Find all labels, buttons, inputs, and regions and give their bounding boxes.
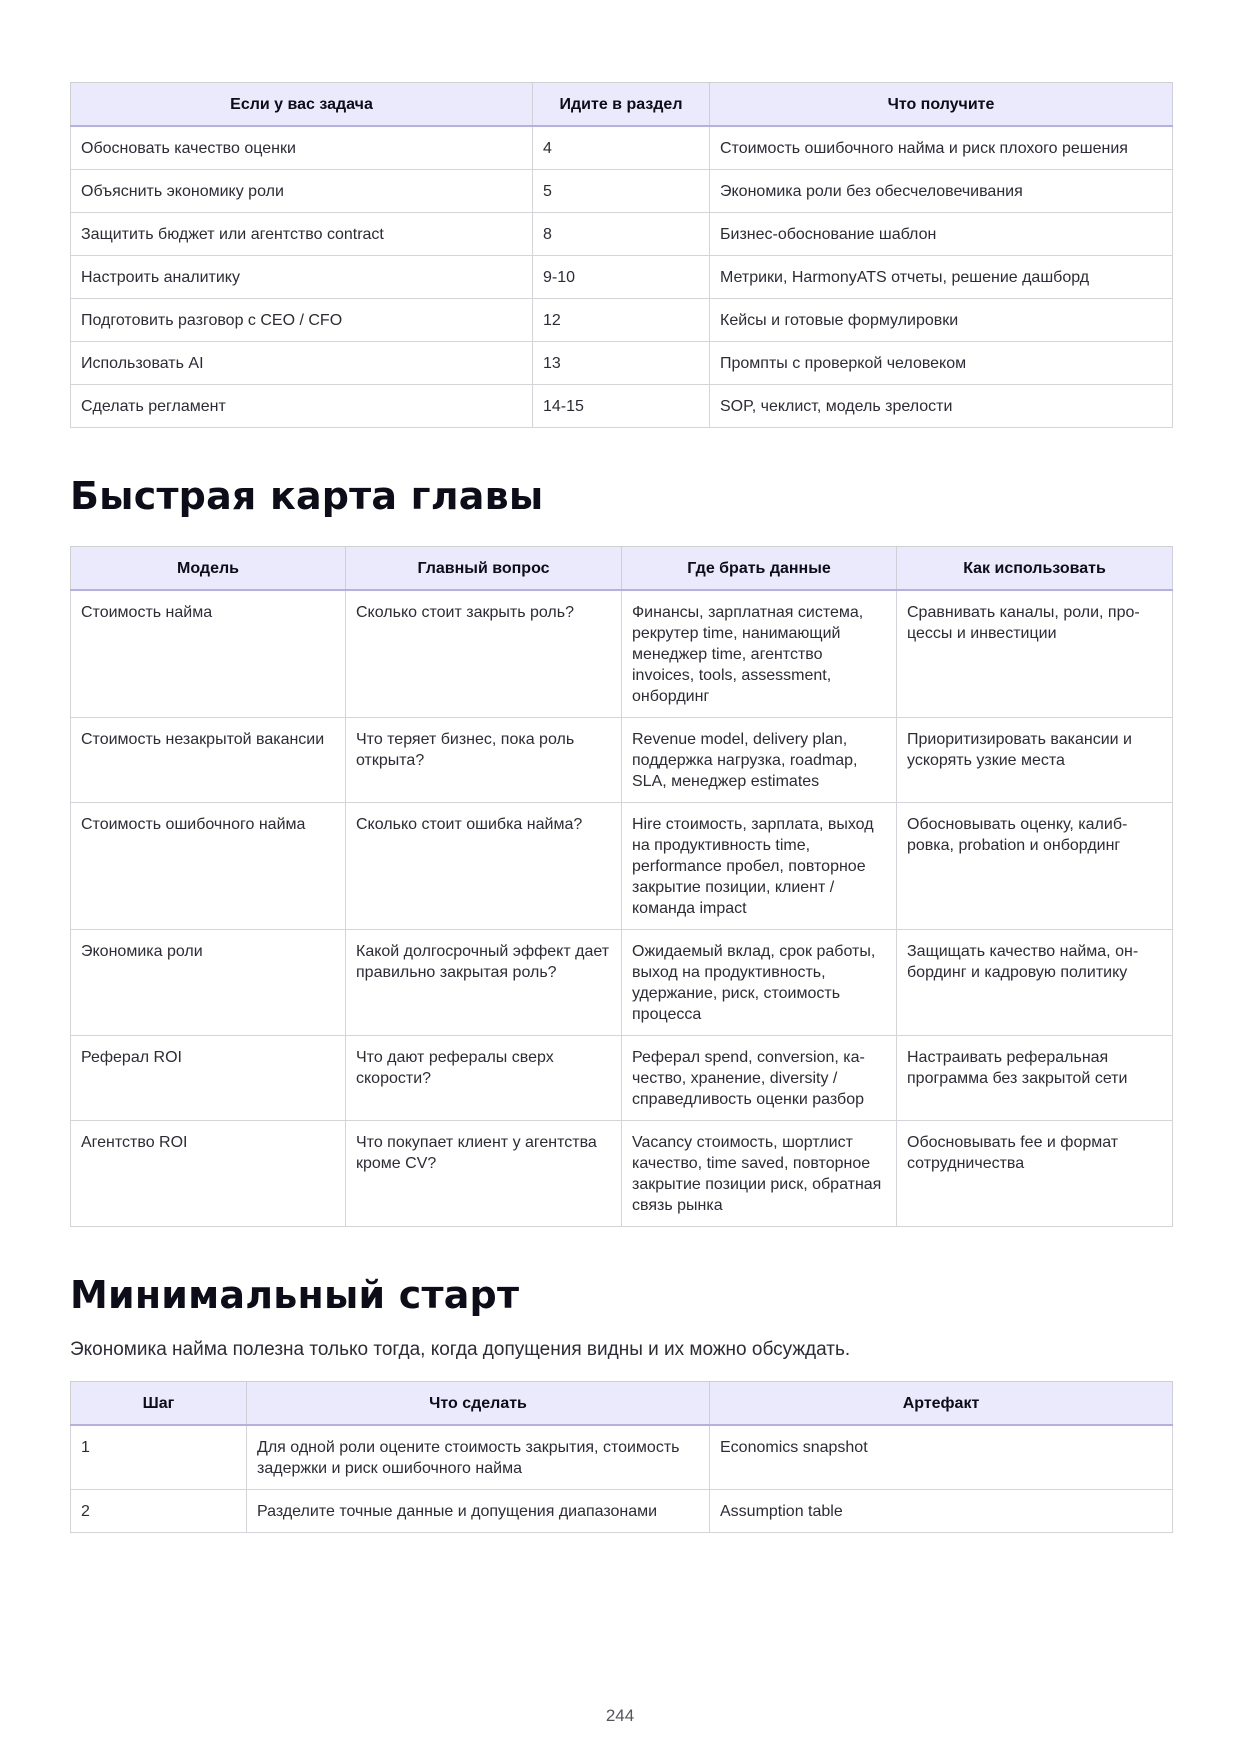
table-cell: Разделите точные данные и допущения диапазонами bbox=[247, 1490, 710, 1533]
table-row bbox=[71, 342, 1173, 385]
column-header: Шаг bbox=[71, 1382, 247, 1426]
table-cell: Кейсы и готовые формулировки bbox=[710, 299, 1173, 342]
table-header-row bbox=[71, 1382, 1173, 1426]
table-row bbox=[71, 385, 1173, 428]
table-row bbox=[71, 126, 1173, 170]
section-heading: Минимальный старт bbox=[70, 1273, 520, 1317]
table-row bbox=[71, 256, 1173, 299]
table-cell: Приоритизировать вакансии и ускорять узкие места bbox=[897, 718, 1173, 803]
column-header: Модель bbox=[71, 547, 346, 591]
column-header: Где брать данные bbox=[622, 547, 897, 591]
table-row bbox=[71, 718, 1173, 803]
table-cell: Обосновать качество оценки bbox=[71, 126, 533, 170]
table-cell: Метрики, HarmonyATS отчеты, решение дашборд bbox=[710, 256, 1173, 299]
table-cell: Защитить бюджет или агентство contract bbox=[71, 213, 533, 256]
table-cell: Экономика роли без обесчеловечивания bbox=[710, 170, 1173, 213]
table-row bbox=[71, 1036, 1173, 1121]
table-cell: 12 bbox=[533, 299, 710, 342]
column-header: Что получите bbox=[710, 83, 1173, 127]
table-cell: Экономика роли bbox=[71, 930, 346, 1036]
column-header: Идите в раздел bbox=[533, 83, 710, 127]
table-cell: Assumption table bbox=[710, 1490, 1173, 1533]
table-header-row bbox=[71, 547, 1173, 591]
table-row bbox=[71, 170, 1173, 213]
table-cell: 2 bbox=[71, 1490, 247, 1533]
minimal-start-table bbox=[70, 1381, 1173, 1533]
section-intro: Экономика найма полезна только тогда, когда допущения видны и их можно обсуждать. bbox=[70, 1339, 851, 1360]
table-cell: Что дают рефералы сверх скорости? bbox=[346, 1036, 622, 1121]
table-cell: Настроить аналитику bbox=[71, 256, 533, 299]
table-cell: Агентство ROI bbox=[71, 1121, 346, 1227]
table-cell: Hire стоимость, зарплата, выход на продуктивность time, performance пробел, повторное закрытие позиции, клиент / команда impact bbox=[622, 803, 897, 930]
column-header: Что сделать bbox=[247, 1382, 710, 1426]
table-cell: Revenue model, delivery plan, поддержка нагрузка, roadmap, SLA, менеджер estimates bbox=[622, 718, 897, 803]
table-cell: Защищать качество найма, онбординг и кадровую политику bbox=[897, 930, 1173, 1036]
table-cell: Стоимость найма bbox=[71, 590, 346, 718]
table-row bbox=[71, 1490, 1173, 1533]
table-cell: Сделать регламент bbox=[71, 385, 533, 428]
table-cell: Ожидаемый вклад, срок работы, выход на продуктивность, удержание, риск, стоимость процесса bbox=[622, 930, 897, 1036]
table-cell: Сколько стоит закрыть роль? bbox=[346, 590, 622, 718]
table-cell: Что теряет бизнес, пока роль открыта? bbox=[346, 718, 622, 803]
table-cell: Economics snapshot bbox=[710, 1425, 1173, 1490]
table-cell: Что покупает клиент у агентства кроме CV? bbox=[346, 1121, 622, 1227]
table-row bbox=[71, 299, 1173, 342]
table-cell: 14-15 bbox=[533, 385, 710, 428]
column-header: Как использовать bbox=[897, 547, 1173, 591]
table-cell: 13 bbox=[533, 342, 710, 385]
table-cell: Стоимость незакрытой вакансии bbox=[71, 718, 346, 803]
table-header-row bbox=[71, 83, 1173, 127]
table-row bbox=[71, 803, 1173, 930]
table-cell: Объяснить экономику роли bbox=[71, 170, 533, 213]
table-cell: 5 bbox=[533, 170, 710, 213]
table-cell: Для одной роли оцените стоимость закрытия, стоимость задержки и риск ошибочного найма bbox=[247, 1425, 710, 1490]
table-cell: 9-10 bbox=[533, 256, 710, 299]
table-cell: 4 bbox=[533, 126, 710, 170]
table-cell: Реферал spend, conversion, качество, хранение, diversity / справедливость оценки разбор bbox=[622, 1036, 897, 1121]
table-cell: Обосновывать оценку, калибровка, probation и онбординг bbox=[897, 803, 1173, 930]
table-row bbox=[71, 930, 1173, 1036]
chapter-map-table bbox=[70, 546, 1173, 1227]
table-cell: Настраивать реферальная программа без закрытой сети bbox=[897, 1036, 1173, 1121]
table-row bbox=[71, 590, 1173, 718]
column-header: Артефакт bbox=[710, 1382, 1173, 1426]
section-heading: Быстрая карта главы bbox=[70, 474, 544, 518]
table-cell: Vacancy стоимость, шортлист качество, time saved, повторное закрытие позиции риск, обратная связь рынка bbox=[622, 1121, 897, 1227]
task-navigation-table bbox=[70, 82, 1173, 428]
table-cell: Сколько стоит ошибка найма? bbox=[346, 803, 622, 930]
table-cell: 8 bbox=[533, 213, 710, 256]
table-cell: Финансы, зарплатная система, рекрутер time, нанимающий менеджер time, агентство invoices, tools, assessment, онбординг bbox=[622, 590, 897, 718]
table-cell: Стоимость ошибочного найма и риск плохого решения bbox=[710, 126, 1173, 170]
column-header: Если у вас задача bbox=[71, 83, 533, 127]
table-cell: Стоимость ошибочного найма bbox=[71, 803, 346, 930]
table-cell: Использовать AI bbox=[71, 342, 533, 385]
table-cell: Бизнес-обоснование шаблон bbox=[710, 213, 1173, 256]
table-cell: Какой долгосрочный эффект дает правильно закрытая роль? bbox=[346, 930, 622, 1036]
page-number: 244 bbox=[605, 1706, 635, 1725]
table-cell: Промпты с проверкой человеком bbox=[710, 342, 1173, 385]
table-cell: Обосновывать fee и формат сотрудничества bbox=[897, 1121, 1173, 1227]
table-cell: Сравнивать каналы, роли, процессы и инвестиции bbox=[897, 590, 1173, 718]
table-row bbox=[71, 1121, 1173, 1227]
table-row bbox=[71, 213, 1173, 256]
table-row bbox=[71, 1425, 1173, 1490]
page-content bbox=[70, 82, 1172, 1533]
column-header: Главный вопрос bbox=[346, 547, 622, 591]
table-cell: Реферал ROI bbox=[71, 1036, 346, 1121]
table-cell: 1 bbox=[71, 1425, 247, 1490]
table-cell: SOP, чеклист, модель зрелости bbox=[710, 385, 1173, 428]
table-cell: Подготовить разговор с CEO / CFO bbox=[71, 299, 533, 342]
